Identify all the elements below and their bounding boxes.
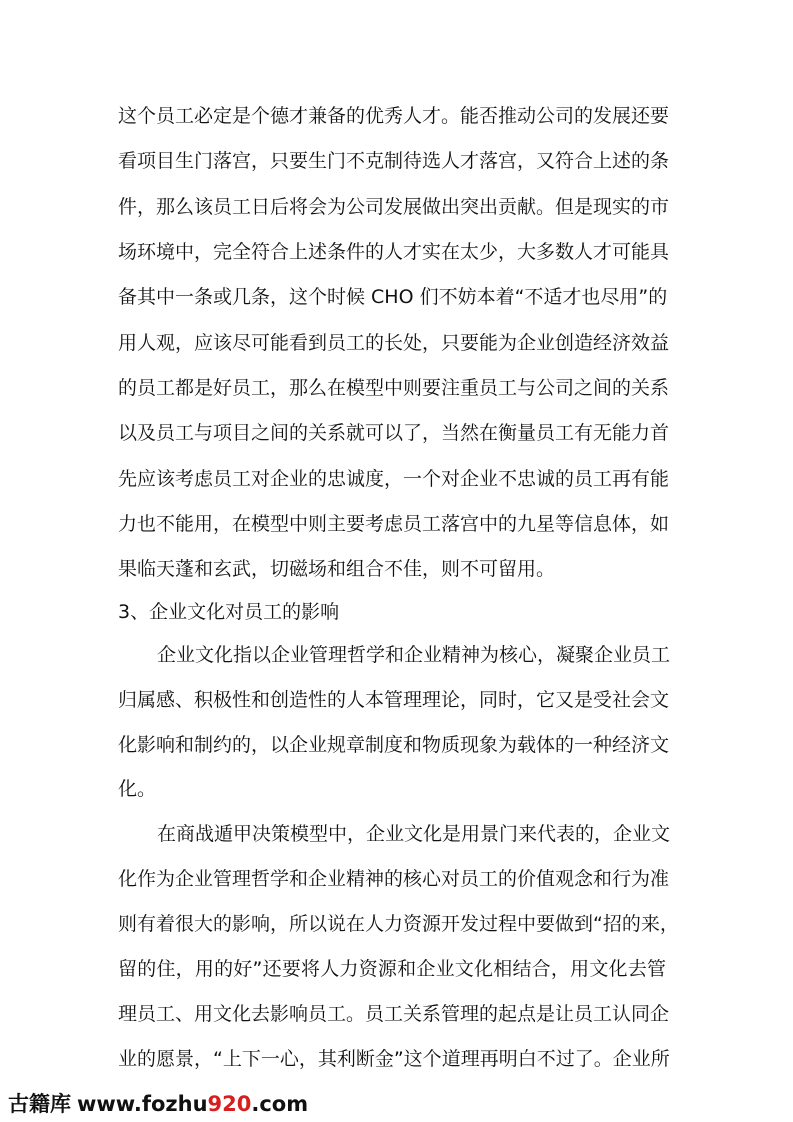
body-line: 则有着很大的影响，所以说在人力资源开发过程中要做到“招的来， <box>118 913 679 935</box>
body-line: 的员工都是好员工，那么在模型中则要注重员工与公司之间的关系 <box>118 377 670 399</box>
body-line: 备其中一条或几条，这个时候 CHO 们不妨本着“不适才也尽用”的 <box>118 286 668 308</box>
body-line: 以及员工与项目之间的关系就可以了，当然在衡量员工有无能力首 <box>118 422 670 444</box>
paragraph-first-line: 在商战遁甲决策模型中，企业文化是用景门来代表的，企业文 <box>157 823 671 845</box>
body-line: 果临天蓬和玄武，切磁场和组合不佳，则不可留用。 <box>118 558 556 580</box>
section-heading: 3、企业文化对员工的影响 <box>118 601 340 623</box>
body-line: 先应该考虑员工对企业的忠诚度，一个对企业不忠诚的员工再有能 <box>118 468 670 490</box>
body-line: 用人观，应该尽可能看到员工的长处，只要能为企业创造经济效益 <box>118 332 670 354</box>
paragraph-first-line: 企业文化指以企业管理哲学和企业精神为核心，凝聚企业员工 <box>157 644 671 666</box>
body-line: 场环境中，完全符合上述条件的人才实在太少，大多数人才可能具 <box>118 241 670 263</box>
body-line: 这个员工必定是个德才兼备的优秀人才。能否推动公司的发展还要 <box>118 105 670 127</box>
footer-url-host: fozhu <box>141 1092 208 1116</box>
body-line: 力也不能用，在模型中则主要考虑员工落宫中的九星等信息体，如 <box>118 513 670 535</box>
body-line: 看项目生门落宫，只要生门不克制待选人才落宫，又符合上述的条 <box>118 150 670 172</box>
body-line: 留的住，用的好”还要将人力资源和企业文化相结合，用文化去管 <box>118 958 666 980</box>
footer-brand: 古籍库 <box>8 1092 71 1116</box>
footer-url-tld: .com <box>251 1092 309 1116</box>
body-line: 件，那么该员工日后将会为公司发展做出突出贡献。但是现实的市 <box>118 196 670 218</box>
body-line: 归属感、积极性和创造性的人本管理理论，同时，它又是受社会文 <box>118 689 670 711</box>
footer-url-prefix: www. <box>77 1092 142 1116</box>
body-line: 化作为企业管理哲学和企业精神的核心对员工的价值观念和行为准 <box>118 868 670 890</box>
body-line: 化。 <box>118 778 157 800</box>
footer-url-number: 920 <box>207 1092 252 1116</box>
body-line: 理员工、用文化去影响员工。员工关系管理的起点是让员工认同企 <box>118 1003 670 1025</box>
body-line: 化影响和制约的，以企业规章制度和物质现象为载体的一种经济文 <box>118 734 670 756</box>
footer-watermark <box>8 1088 308 1116</box>
body-line: 业的愿景，“上下一心，其利断金”这个道理再明白不过了。企业所 <box>118 1048 670 1070</box>
